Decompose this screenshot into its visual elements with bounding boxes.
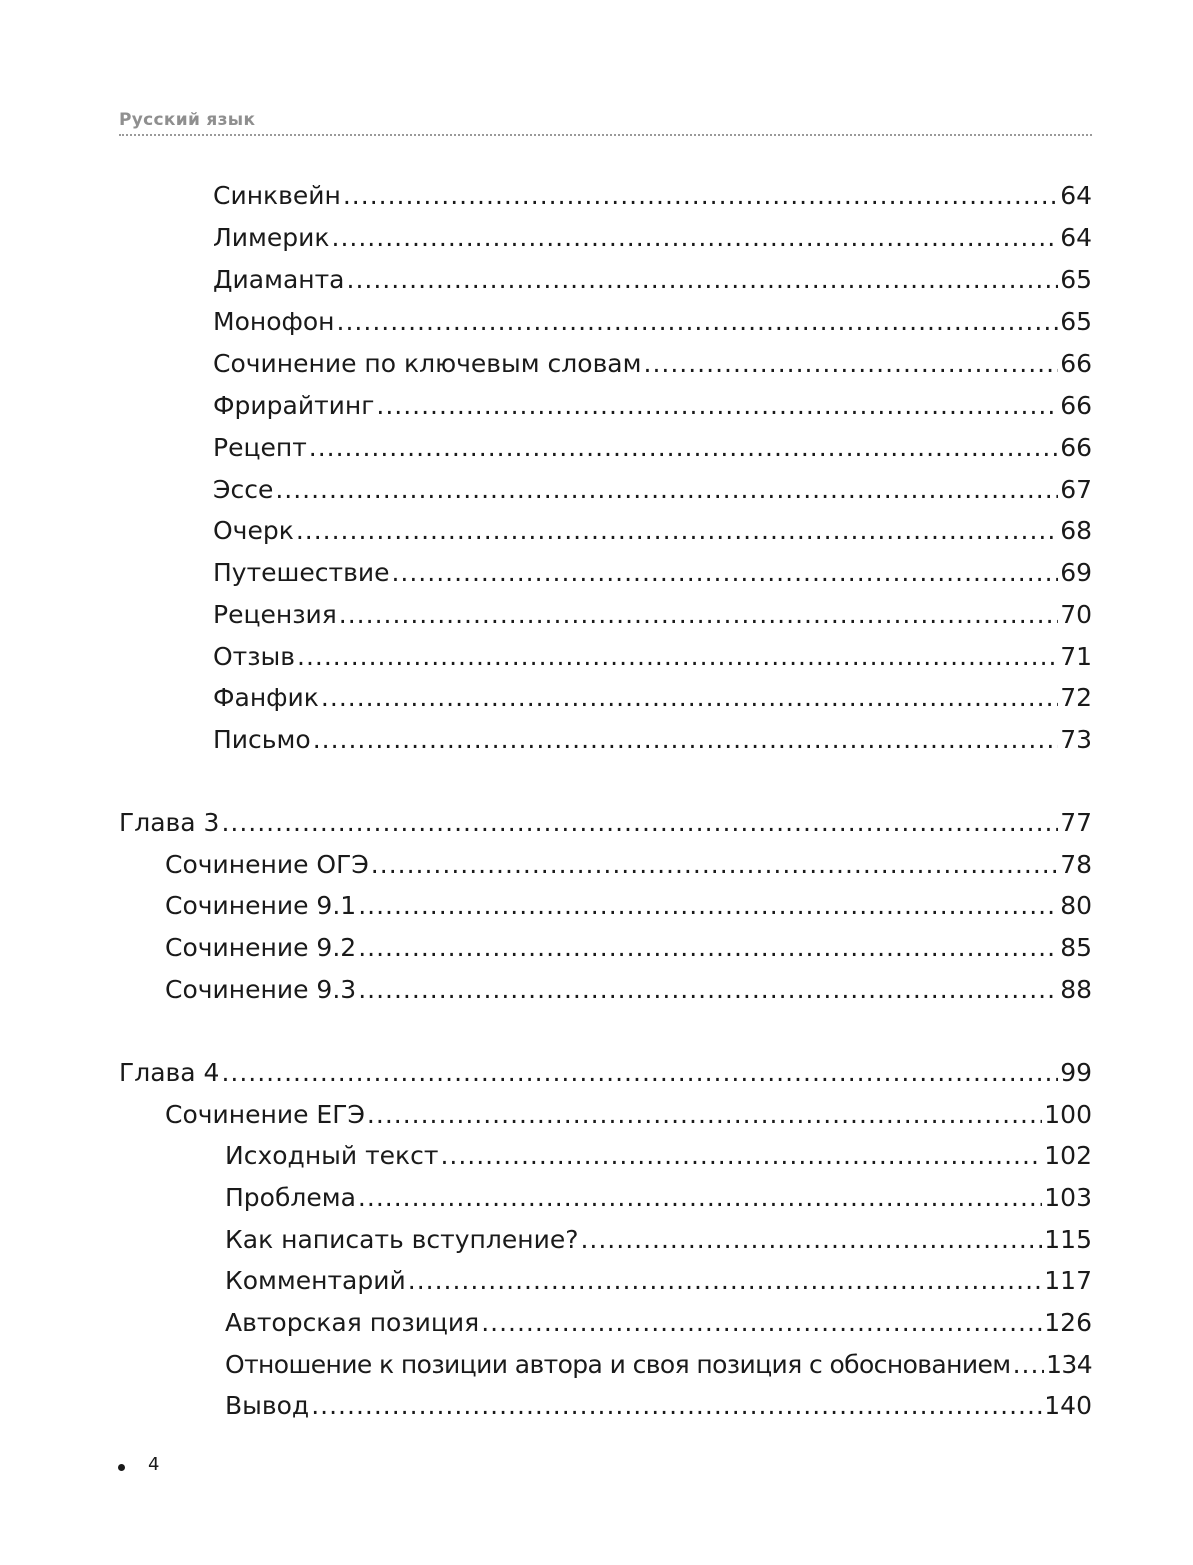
toc-entry-label: Проблема xyxy=(225,1183,356,1212)
toc-leader-dots xyxy=(343,176,1058,216)
toc-leader-dots xyxy=(297,637,1058,677)
toc-leader-dots xyxy=(358,886,1058,926)
toc-entry-label: Путешествие xyxy=(213,558,390,587)
toc-entry[interactable] xyxy=(225,1178,1092,1218)
toc-leader-dots xyxy=(376,386,1058,426)
toc-leader-dots xyxy=(347,260,1059,300)
toc-page-number: 68 xyxy=(1060,516,1092,545)
toc-entry[interactable] xyxy=(225,1261,1092,1301)
toc-page-number: 78 xyxy=(1060,850,1092,879)
toc-entry[interactable] xyxy=(213,260,1092,300)
toc-entry-label: Комментарий xyxy=(225,1266,406,1295)
toc-entry-label: Диаманта xyxy=(213,265,345,294)
toc-entry[interactable] xyxy=(213,553,1092,593)
toc-page-number: 65 xyxy=(1060,265,1092,294)
toc-page-number: 100 xyxy=(1044,1100,1092,1129)
toc-leader-dots xyxy=(221,803,1058,843)
toc-leader-dots xyxy=(221,1053,1058,1093)
footer-bullet-icon xyxy=(118,1464,125,1471)
toc-entry-label: Сочинение 9.2 xyxy=(165,933,357,962)
toc-page-number: 115 xyxy=(1044,1225,1092,1254)
toc-page-number: 66 xyxy=(1060,391,1092,420)
toc-page-number: 69 xyxy=(1060,558,1092,587)
toc-entry[interactable] xyxy=(213,386,1092,426)
toc-entry[interactable] xyxy=(165,845,1092,885)
toc-entry[interactable] xyxy=(213,678,1092,718)
toc-page-number: 72 xyxy=(1060,683,1092,712)
toc-chapter-entry[interactable] xyxy=(119,1053,1092,1093)
toc-entry[interactable] xyxy=(213,720,1092,760)
toc-entry[interactable] xyxy=(225,1136,1092,1176)
toc-page-number: 67 xyxy=(1060,475,1092,504)
toc-leader-dots xyxy=(358,1178,1042,1218)
toc-entry[interactable] xyxy=(213,470,1092,510)
toc-leader-dots xyxy=(332,218,1059,258)
toc-entry[interactable] xyxy=(213,344,1092,384)
toc-leader-dots xyxy=(311,1386,1042,1426)
toc-entry-label: Сочинение 9.1 xyxy=(165,891,357,920)
toc-page-number: 80 xyxy=(1060,891,1092,920)
toc-page-number: 117 xyxy=(1044,1266,1092,1295)
toc-entry-label: Рецепт xyxy=(213,433,307,462)
toc-page-number: 65 xyxy=(1060,307,1092,336)
toc-entry-label: Отзыв xyxy=(213,642,296,671)
toc-page-number: 66 xyxy=(1060,433,1092,462)
toc-leader-dots xyxy=(275,470,1058,510)
toc-entry-label: Рецензия xyxy=(213,600,337,629)
toc-leader-dots xyxy=(440,1136,1042,1176)
toc-leader-dots xyxy=(408,1261,1043,1301)
toc-leader-dots xyxy=(391,553,1058,593)
toc-entry-label: Фанфик xyxy=(213,683,319,712)
toc-page-number: 73 xyxy=(1060,725,1092,754)
toc-page-number: 102 xyxy=(1044,1141,1092,1170)
toc-entry[interactable] xyxy=(165,970,1092,1010)
toc-leader-dots xyxy=(309,428,1058,468)
toc-entry[interactable] xyxy=(213,218,1092,258)
toc-entry[interactable] xyxy=(165,1095,1092,1135)
toc-entry[interactable] xyxy=(165,886,1092,926)
toc-page-number: 66 xyxy=(1060,349,1092,378)
toc-leader-dots xyxy=(580,1220,1042,1260)
toc-page-number: 134 xyxy=(1046,1350,1092,1379)
toc-page-number: 70 xyxy=(1060,600,1092,629)
toc-entry[interactable] xyxy=(213,302,1092,342)
toc-entry[interactable] xyxy=(225,1386,1092,1426)
toc-entry-label: Глава 3 xyxy=(119,808,220,837)
toc-page-number: 103 xyxy=(1044,1183,1092,1212)
header-dotted-rule xyxy=(119,134,1092,136)
toc-entry-label: Отношение к позиции автора и своя позиция с обоснованием xyxy=(225,1350,1011,1379)
toc-page-number: 85 xyxy=(1060,933,1092,962)
footer-page-number: 4 xyxy=(148,1454,160,1475)
toc-chapter-entry[interactable] xyxy=(119,803,1092,843)
toc-leader-dots xyxy=(358,970,1058,1010)
toc-page-number: 71 xyxy=(1060,642,1092,671)
toc-leader-dots xyxy=(371,845,1058,885)
toc-entry[interactable] xyxy=(213,176,1092,216)
toc-page-number: 64 xyxy=(1060,223,1092,252)
toc-entry[interactable] xyxy=(213,428,1092,468)
toc-leader-dots xyxy=(313,720,1059,760)
toc-entry[interactable] xyxy=(213,511,1092,551)
toc-entry-label: Сочинение ЕГЭ xyxy=(165,1100,365,1129)
toc-entry[interactable] xyxy=(225,1345,1092,1385)
toc-page-number: 64 xyxy=(1060,181,1092,210)
toc-entry-label: Синквейн xyxy=(213,181,341,210)
toc-page-number: 99 xyxy=(1060,1058,1092,1087)
toc-entry-label: Эссе xyxy=(213,475,274,504)
toc-leader-dots xyxy=(481,1303,1042,1343)
toc-page-number: 126 xyxy=(1044,1308,1092,1337)
toc-leader-dots xyxy=(644,344,1059,384)
toc-leader-dots xyxy=(321,678,1058,718)
toc-entry-label: Глава 4 xyxy=(119,1058,220,1087)
toc-entry-label: Авторская позиция xyxy=(225,1308,480,1337)
toc-entry-label: Исходный текст xyxy=(225,1141,439,1170)
toc-entry-label: Сочинение по ключевым словам xyxy=(213,349,642,378)
toc-entry-label: Как написать вступление? xyxy=(225,1225,579,1254)
toc-entry-label: Вывод xyxy=(225,1391,310,1420)
toc-page-number: 88 xyxy=(1060,975,1092,1004)
toc-leader-dots xyxy=(358,928,1058,968)
toc-entry-label: Монофон xyxy=(213,307,335,336)
toc-leader-dots xyxy=(1013,1345,1045,1385)
toc-leader-dots xyxy=(337,302,1059,342)
toc-page-number: 140 xyxy=(1044,1391,1092,1420)
toc-entry-label: Письмо xyxy=(213,725,311,754)
toc-entry[interactable] xyxy=(213,595,1092,635)
toc-entry-label: Сочинение 9.3 xyxy=(165,975,357,1004)
toc-entry-label: Лимерик xyxy=(213,223,330,252)
toc-leader-dots xyxy=(339,595,1058,635)
toc-entry[interactable] xyxy=(165,928,1092,968)
toc-leader-dots xyxy=(367,1095,1042,1135)
toc-entry-label: Фрирайтинг xyxy=(213,391,375,420)
running-head: Русский язык xyxy=(119,110,256,130)
toc-page-number: 77 xyxy=(1060,808,1092,837)
toc-entry-label: Очерк xyxy=(213,516,294,545)
toc-entry-label: Сочинение ОГЭ xyxy=(165,850,369,879)
toc-entry[interactable] xyxy=(225,1220,1092,1260)
toc-leader-dots xyxy=(296,511,1058,551)
toc-entry[interactable] xyxy=(225,1303,1092,1343)
toc-entry[interactable] xyxy=(213,637,1092,677)
